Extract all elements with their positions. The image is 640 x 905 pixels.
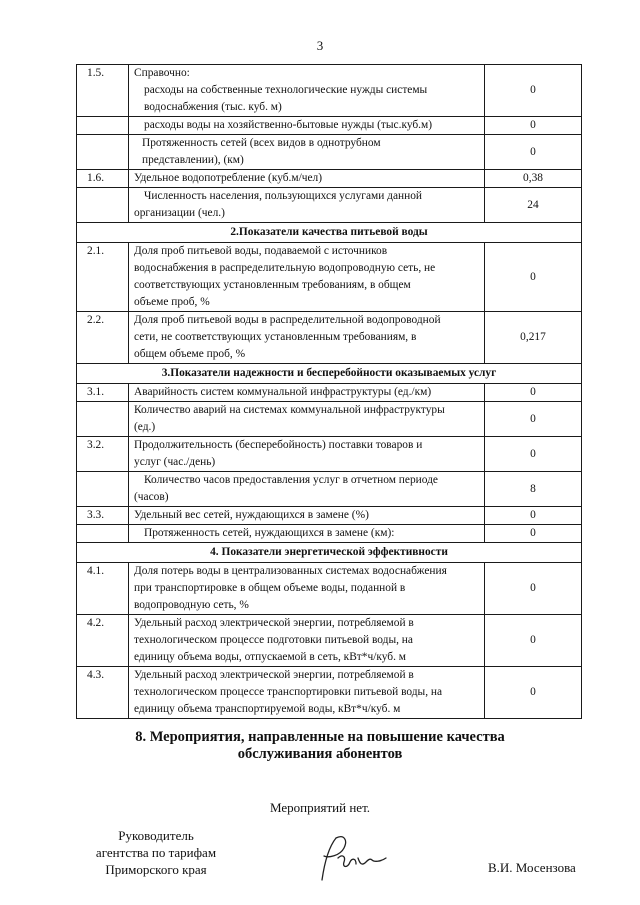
row-value: 0 bbox=[485, 437, 582, 472]
row-description-line: общем объеме проб, % bbox=[134, 348, 246, 360]
row-description-line: Удельный расход электрической энергии, потребляемой в bbox=[134, 617, 414, 629]
row-description-line: услуг (час./день) bbox=[134, 456, 216, 468]
row-value: 8 bbox=[485, 472, 582, 507]
signer-title-line: Руководитель bbox=[118, 828, 194, 843]
table-row bbox=[77, 135, 582, 170]
row-description bbox=[129, 135, 485, 170]
row-number bbox=[77, 188, 129, 223]
row-description-line: (часов) bbox=[134, 491, 169, 503]
handwritten-signature bbox=[314, 828, 388, 884]
row-description-line: Доля проб питьевой воды, подаваемой с источников bbox=[134, 245, 388, 257]
row-value: 0 bbox=[485, 65, 582, 117]
row-number: 4.3. bbox=[77, 667, 129, 719]
signer-title-line: Приморского края bbox=[105, 862, 207, 877]
row-description-line: при транспортировке в общем объеме воды, поданной в bbox=[134, 582, 406, 594]
row-description-line: соответствующих установленным требованиям, в общем bbox=[134, 279, 411, 291]
row-description-line: Доля проб питьевой воды в распределительной водопроводной bbox=[134, 314, 441, 326]
row-description-line: (ед.) bbox=[134, 421, 156, 433]
row-description-line: Справочно: bbox=[134, 67, 190, 79]
row-description-line: представлении), (км) bbox=[142, 154, 244, 166]
table-row bbox=[77, 384, 582, 402]
row-description-line: организации (чел.) bbox=[134, 207, 225, 219]
row-number bbox=[77, 472, 129, 507]
row-value: 0 bbox=[485, 507, 582, 525]
row-description-line: Численность населения, пользующихся услугами данной bbox=[144, 190, 423, 202]
page-number: 3 bbox=[316, 38, 324, 53]
row-value: 0 bbox=[485, 615, 582, 667]
row-value: 0 bbox=[485, 243, 582, 312]
row-value: 0 bbox=[485, 117, 582, 135]
row-description-line: Количество часов предоставления услуг в отчетном периоде bbox=[144, 474, 438, 486]
table-row bbox=[77, 472, 582, 507]
row-description bbox=[129, 188, 485, 223]
signer-name: В.И. Мосензова bbox=[488, 860, 576, 875]
section-row bbox=[77, 364, 582, 384]
row-value: 24 bbox=[485, 188, 582, 223]
table-row bbox=[77, 437, 582, 472]
section-heading: 4. Показатели энергетической эффективности bbox=[77, 543, 582, 563]
row-description-line: Продолжительность (бесперебойность) поставки товаров и bbox=[134, 439, 423, 451]
section-8-heading-line2: обслуживания абонентов bbox=[237, 746, 403, 762]
table-row bbox=[77, 402, 582, 437]
row-description-line: Протяженность сетей (всех видов в однотрубном bbox=[142, 137, 381, 149]
row-description bbox=[129, 667, 485, 719]
section-row bbox=[77, 543, 582, 563]
row-description-line: расходы воды на хозяйственно-бытовые нужды (тыс.куб.м) bbox=[144, 119, 433, 131]
row-description-line: объеме проб, % bbox=[134, 296, 210, 308]
row-description-line: Протяженность сетей, нуждающихся в замене (км): bbox=[144, 527, 395, 539]
row-number: 2.2. bbox=[77, 312, 129, 364]
row-number: 3.2. bbox=[77, 437, 129, 472]
row-value: 0 bbox=[485, 402, 582, 437]
row-description-line: водоснабжения в распределительную водопроводную сеть, не bbox=[134, 262, 436, 274]
row-value: 0 bbox=[485, 667, 582, 719]
row-description-line: технологическом процессе транспортировки питьевой воды, на bbox=[134, 686, 443, 698]
row-description bbox=[129, 472, 485, 507]
row-description bbox=[129, 65, 485, 117]
row-number: 3.3. bbox=[77, 507, 129, 525]
row-description-line: Доля потерь воды в централизованных системах водоснабжения bbox=[134, 565, 447, 577]
row-description bbox=[129, 525, 485, 543]
signer-title-line: агентства по тарифам bbox=[95, 845, 217, 860]
row-number bbox=[77, 135, 129, 170]
section-heading: 2.Показатели качества питьевой воды bbox=[77, 223, 582, 243]
row-description bbox=[129, 507, 485, 525]
section-heading: 3.Показатели надежности и бесперебойности оказываемых услуг bbox=[77, 364, 582, 384]
row-description-line: сети, не соответствующих установленным требованиям, в bbox=[134, 331, 417, 343]
row-value: 0 bbox=[485, 525, 582, 543]
table-row bbox=[77, 615, 582, 667]
table-row bbox=[77, 507, 582, 525]
section-8-heading bbox=[0, 729, 640, 763]
row-number: 1.6. bbox=[77, 170, 129, 188]
table-row bbox=[77, 525, 582, 543]
table-row bbox=[77, 312, 582, 364]
row-description bbox=[129, 384, 485, 402]
row-value: 0 bbox=[485, 563, 582, 615]
row-description bbox=[129, 243, 485, 312]
table-row bbox=[77, 188, 582, 223]
row-number bbox=[77, 117, 129, 135]
row-description bbox=[129, 170, 485, 188]
row-description-line: Удельный вес сетей, нуждающихся в замене (%) bbox=[134, 509, 369, 521]
row-value: 0,217 bbox=[485, 312, 582, 364]
table-row bbox=[77, 170, 582, 188]
no-measures-text: Мероприятий нет. bbox=[269, 800, 371, 815]
row-description-line: водопроводную сеть, % bbox=[134, 599, 249, 611]
row-description bbox=[129, 563, 485, 615]
row-description bbox=[129, 117, 485, 135]
signer-title bbox=[86, 827, 226, 878]
row-value: 0 bbox=[485, 384, 582, 402]
table-row bbox=[77, 243, 582, 312]
section-8-heading-line1: 8. Мероприятия, направленные на повышение качества bbox=[135, 729, 505, 745]
table-row bbox=[77, 667, 582, 719]
row-description-line: Количество аварий на системах коммунальной инфраструктуры bbox=[134, 404, 445, 416]
row-description-line: Удельный расход электрической энергии, потребляемой в bbox=[134, 669, 414, 681]
row-number: 4.2. bbox=[77, 615, 129, 667]
row-description bbox=[129, 402, 485, 437]
row-description-line: водоснабжения (тыс. куб. м) bbox=[144, 101, 282, 113]
table-row bbox=[77, 117, 582, 135]
row-description-line: единицу объема воды, отпускаемой в сеть, кВт*ч/куб. м bbox=[134, 651, 406, 663]
row-description-line: единицу объема транспортируемой воды, кВт*ч/куб. м bbox=[134, 703, 401, 715]
row-number bbox=[77, 525, 129, 543]
row-number: 3.1. bbox=[77, 384, 129, 402]
table-row bbox=[77, 65, 582, 117]
row-number: 2.1. bbox=[77, 243, 129, 312]
row-number bbox=[77, 402, 129, 437]
row-number: 4.1. bbox=[77, 563, 129, 615]
table-row bbox=[77, 563, 582, 615]
row-value: 0 bbox=[485, 135, 582, 170]
row-number: 1.5. bbox=[77, 65, 129, 117]
row-description-line: Аварийность систем коммунальной инфраструктуры (ед./км) bbox=[134, 386, 432, 398]
row-description bbox=[129, 615, 485, 667]
section-row bbox=[77, 223, 582, 243]
row-description bbox=[129, 437, 485, 472]
row-value: 0,38 bbox=[485, 170, 582, 188]
row-description-line: технологическом процессе подготовки питьевой воды, на bbox=[134, 634, 413, 646]
indicators-table bbox=[76, 64, 582, 719]
row-description-line: Удельное водопотребление (куб.м/чел) bbox=[134, 172, 323, 184]
row-description bbox=[129, 312, 485, 364]
row-description-line: расходы на собственные технологические нужды системы bbox=[144, 84, 428, 96]
